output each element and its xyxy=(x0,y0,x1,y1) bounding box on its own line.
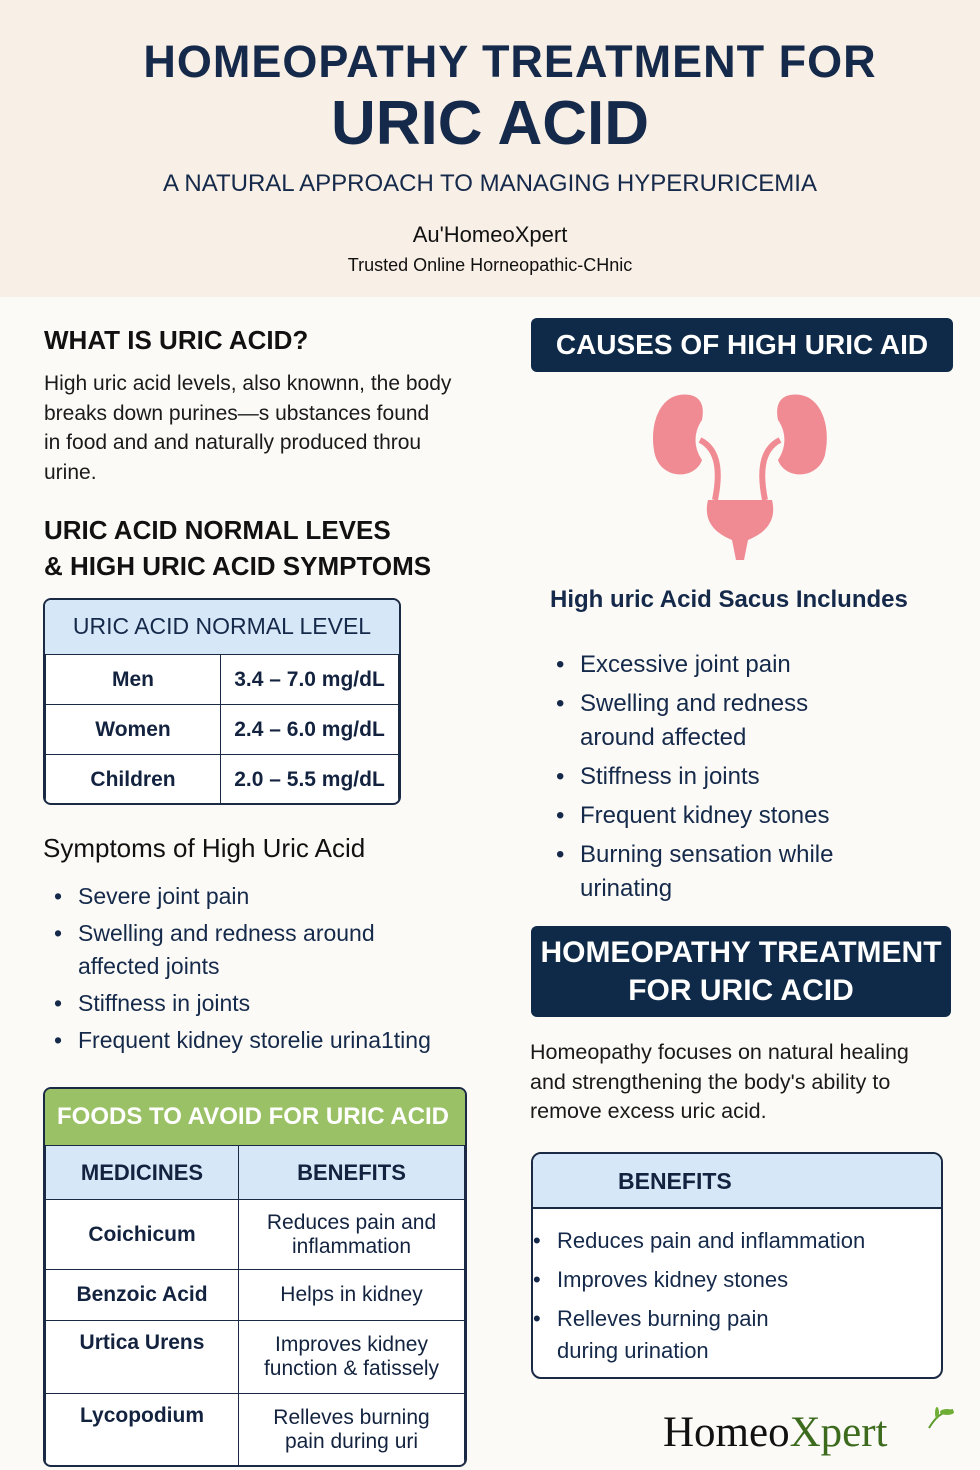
list-item: • Swelling and redness around affected xyxy=(546,687,836,755)
list-item: • Severe joint pain xyxy=(44,880,474,913)
foods-title: FOODS TO AVOID FOR URIC ACID xyxy=(45,1089,465,1145)
title-line1: HOMEOPATHY TREATMENT FOR xyxy=(143,36,877,87)
list-item: • Stiffness in joints xyxy=(546,760,856,794)
list-item: • Improves kidney stones xyxy=(531,1264,941,1296)
benefit-cell: Relleves burning pain during uri xyxy=(239,1394,465,1467)
table-row xyxy=(46,1321,465,1394)
text-line: and strengthening the body's ability to xyxy=(530,1069,891,1094)
benefits-box xyxy=(531,1152,943,1379)
what-heading: WHAT IS URIC ACID? xyxy=(44,325,309,355)
benefits-list xyxy=(531,1209,941,1367)
brand-name: Au'HomeoXpert xyxy=(412,222,568,247)
medicine-cell: Coichicum xyxy=(46,1200,239,1270)
table-row xyxy=(46,1270,465,1321)
heading-line: & HIGH URIC ACID SYMPTOMS xyxy=(44,551,432,581)
list-item: • Frequent kidney storelie urina1ting xyxy=(44,1024,474,1057)
list-item: • Stiffness in joints xyxy=(44,987,474,1020)
header-banner xyxy=(0,0,980,297)
benefit-cell: Reduces pain and inflammation xyxy=(239,1200,465,1270)
logo-part1: Homeo xyxy=(663,1409,790,1456)
table-row xyxy=(46,705,399,755)
list-item: • Swelling and redness around affected joints xyxy=(44,917,424,983)
title-line: FOR URIC ACID xyxy=(628,974,854,1007)
table-title: URIC ACID NORMAL LEVEL xyxy=(45,600,399,654)
range-cell: 3.4 – 7.0 mg/dL xyxy=(221,655,399,705)
medicine-cell: Benzoic Acid xyxy=(46,1270,239,1321)
causes-title: CAUSES OF HIGH URIC AID xyxy=(531,318,953,372)
text-line: in food and and naturally produced throu xyxy=(44,431,422,454)
table-header-row xyxy=(46,1146,465,1200)
levels-heading xyxy=(44,512,431,584)
title-line2: URIC ACID xyxy=(330,89,650,158)
what-paragraph xyxy=(44,369,451,487)
subtitle: A NATURAL APPROACH TO MANAGING HYPERURICEMIA xyxy=(163,170,817,197)
normal-level-table xyxy=(43,598,401,805)
text-line: High uric acid levels, also knownn, the body xyxy=(44,372,452,395)
causes-list xyxy=(546,648,856,906)
logo-part2: Xpert xyxy=(789,1409,888,1456)
heading-line: URIC ACID NORMAL LEVES xyxy=(44,515,391,545)
col-header: MEDICINES xyxy=(46,1146,239,1200)
list-item: • Burning sensation while urinating xyxy=(546,838,846,906)
list-item: • Reduces pain and inflammation xyxy=(531,1225,941,1257)
title-line: HOMEOPATHY TREATMENT xyxy=(540,936,942,969)
kidney-illustration-icon xyxy=(640,385,840,570)
benefit-cell: Improves kidney function & fatissely xyxy=(239,1321,465,1394)
col-header: BENEFITS xyxy=(239,1146,465,1200)
benefit-cell: Helps in kidney xyxy=(239,1270,465,1321)
list-item: • Excessive joint pain xyxy=(546,648,856,682)
group-cell: Children xyxy=(46,755,221,805)
list-item: • Frequent kidney stones xyxy=(546,799,856,833)
causes-subheading: High uric Acid Sacus Inclundes xyxy=(550,586,908,613)
text-line: Homeopathy focuses on natural healing xyxy=(530,1040,909,1064)
symptoms-heading: Symptoms of High Uric Acid xyxy=(43,833,366,863)
treatment-paragraph xyxy=(530,1038,909,1127)
medicine-cell: Lycopodium xyxy=(46,1394,239,1467)
table-row xyxy=(46,1394,465,1467)
group-cell: Men xyxy=(46,655,221,705)
range-cell: 2.0 – 5.5 mg/dL xyxy=(221,755,399,805)
benefits-title: BENEFITS xyxy=(533,1154,941,1209)
leaf-icon xyxy=(925,1404,955,1432)
symptoms-list xyxy=(44,880,474,1057)
medicine-cell: Urtica Urens xyxy=(46,1321,239,1394)
tagline: Trusted Online Horneopathic-CHnic xyxy=(347,255,633,275)
treatment-title xyxy=(531,926,951,1017)
text-line: urine. xyxy=(44,460,97,484)
text-line: remove excess uric acid. xyxy=(530,1099,767,1123)
text-line: breaks down purines—s ubstances found xyxy=(44,401,430,425)
table-row xyxy=(46,655,399,705)
homeoxpert-logo xyxy=(663,1408,888,1457)
table-row xyxy=(46,1200,465,1270)
table-row xyxy=(46,755,399,805)
group-cell: Women xyxy=(46,705,221,755)
foods-table xyxy=(43,1087,467,1467)
range-cell: 2.4 – 6.0 mg/dL xyxy=(221,705,399,755)
list-item: • Relleves burning pain during urination xyxy=(531,1303,803,1367)
